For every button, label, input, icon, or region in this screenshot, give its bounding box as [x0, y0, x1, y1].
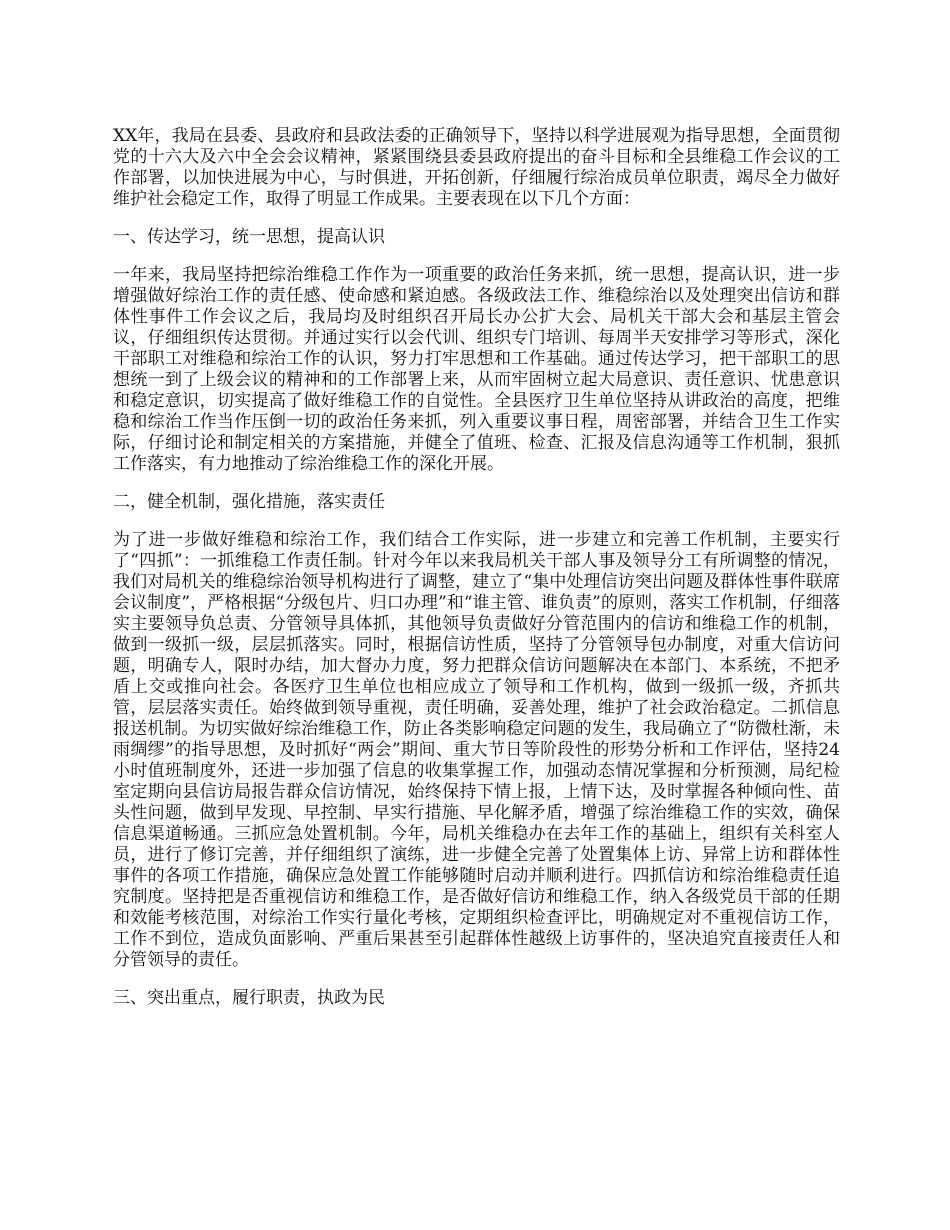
section-heading-2: 二，健全机制，强化措施，落实责任	[113, 492, 385, 512]
intro-paragraph: XX年，我局在县委、县政府和县政法委的正确领导下，坚持以科学进展观为指导思想，全面贯彻党的十六大及六中全会会议精神，紧紧围绕县委县政府提出的奋斗目标和全县维稳工作会议的工作部署，以加快进展为中心，与时俱进，开拓创新，仔细履行综治成员单位职责，竭尽全力做好维护社会稳定工作，取得了明显工作成果。主要表现在以下几个方面：	[113, 126, 840, 209]
section-body-1: 一年来，我局坚持把综治维稳工作作为一项重要的政治任务来抓，统一思想，提高认识，进一步增强做好综治工作的责任感、使命感和紧迫感。各级政法工作、维稳综治以及处理突出信访和群体性事件工作会议之后，我局均及时组织召开局长办公扩大会、局机关干部大会和基层主管会议，仔细组织传达贯彻。并通过实行以会代训、组织专门培训、每周半天安排学习等形式，深化干部职工对维稳和综治工作的认识，努力打牢思想和工作基础。通过传达学习，把干部职工的思想统一到了上级会议的精神和的工作部署上来，从而牢固树立起大局意识、责任意识、忧患意识和稳定意识，切实提高了做好维稳工作的自觉性。全县医疗卫生单位坚持从讲政治的高度，把维稳和综治工作当作压倒一切的政治任务来抓，列入重要议事日程，周密部署，并结合卫生工作实际，仔细讨论和制定相关的方案措施，并健全了值班、检查、汇报及信息沟通等工作机制，狠抓工作落实，有力地推动了综治维稳工作的深化开展。	[113, 265, 840, 474]
document-page	[113, 126, 840, 1026]
section-body-2: 为了进一步做好维稳和综治工作，我们结合工作实际，进一步建立和完善工作机制，主要实行了“四抓”：一抓维稳工作责任制。针对今年以来我局机关干部人事及领导分工有所调整的情况，我们对局机关的维稳综治领导机构进行了调整，建立了“集中处理信访突出问题及群体性事件联席会议制度”，严格根据“分级包片、归口办理”和“谁主管、谁负责”的原则，落实工作机制，仔细落实主要领导负总责、分管领导具体抓，其他领导负责做好分管范围内的信访和维稳工作的机制，做到一级抓一级，层层抓落实。同时，根据信访性质，坚持了分管领导包办制度，对重大信访问题，明确专人，限时办结，加大督办力度，努力把群众信访问题解决在本部门、本系统，不把矛盾上交或推向社会。各医疗卫生单位也相应成立了领导和工作机构，做到一级抓一级，齐抓共管，层层落实责任。始终做到领导重视，责任明确，妥善处理，维护了社会政治稳定。二抓信息报送机制。为切实做好综治维稳工作，防止各类影响稳定问题的发生，我局确立了“防微杜渐，未雨绸缪”的指导思想，及时抓好“两会”期间、重大节日等阶段性的形势分析和工作评估，坚持24小时值班制度外，还进一步加强了信息的收集掌握工作，加强动态情况掌握和分析预测，局纪检室定期向县信访局报告群众信访情况，始终保持下情上报，上情下达，及时掌握各种倾向性、苗头性问题，做到早发现、早控制、早实行措施、早化解矛盾，增强了综治维稳工作的实效，确保信息渠道畅通。三抓应急处置机制。今年，局机关维稳办在去年工作的基础上，组织有关科室人员，进行了修订完善，并仔细组织了演练，进一步健全完善了处置集体上访、异常上访和群体性事件的各项工作措施，确保应急处置工作能够随时启动并顺利进行。四抓信访和综治维稳责任追究制度。坚持把是否重视信访和维稳工作，是否做好信访和维稳工作，纳入各级党员干部的任期和效能考核范围，对综治工作实行量化考核，定期组织检查评比，明确规定对不重视信访工作，工作不到位，造成负面影响、严重后果甚至引起群体性越级上访事件的，坚决追究直接责任人和分管领导的责任。	[113, 530, 840, 970]
section-heading-1: 一、传达学习，统一思想，提高认识	[113, 227, 385, 247]
section-heading-3: 三、突出重点，履行职责，执政为民	[113, 988, 385, 1008]
